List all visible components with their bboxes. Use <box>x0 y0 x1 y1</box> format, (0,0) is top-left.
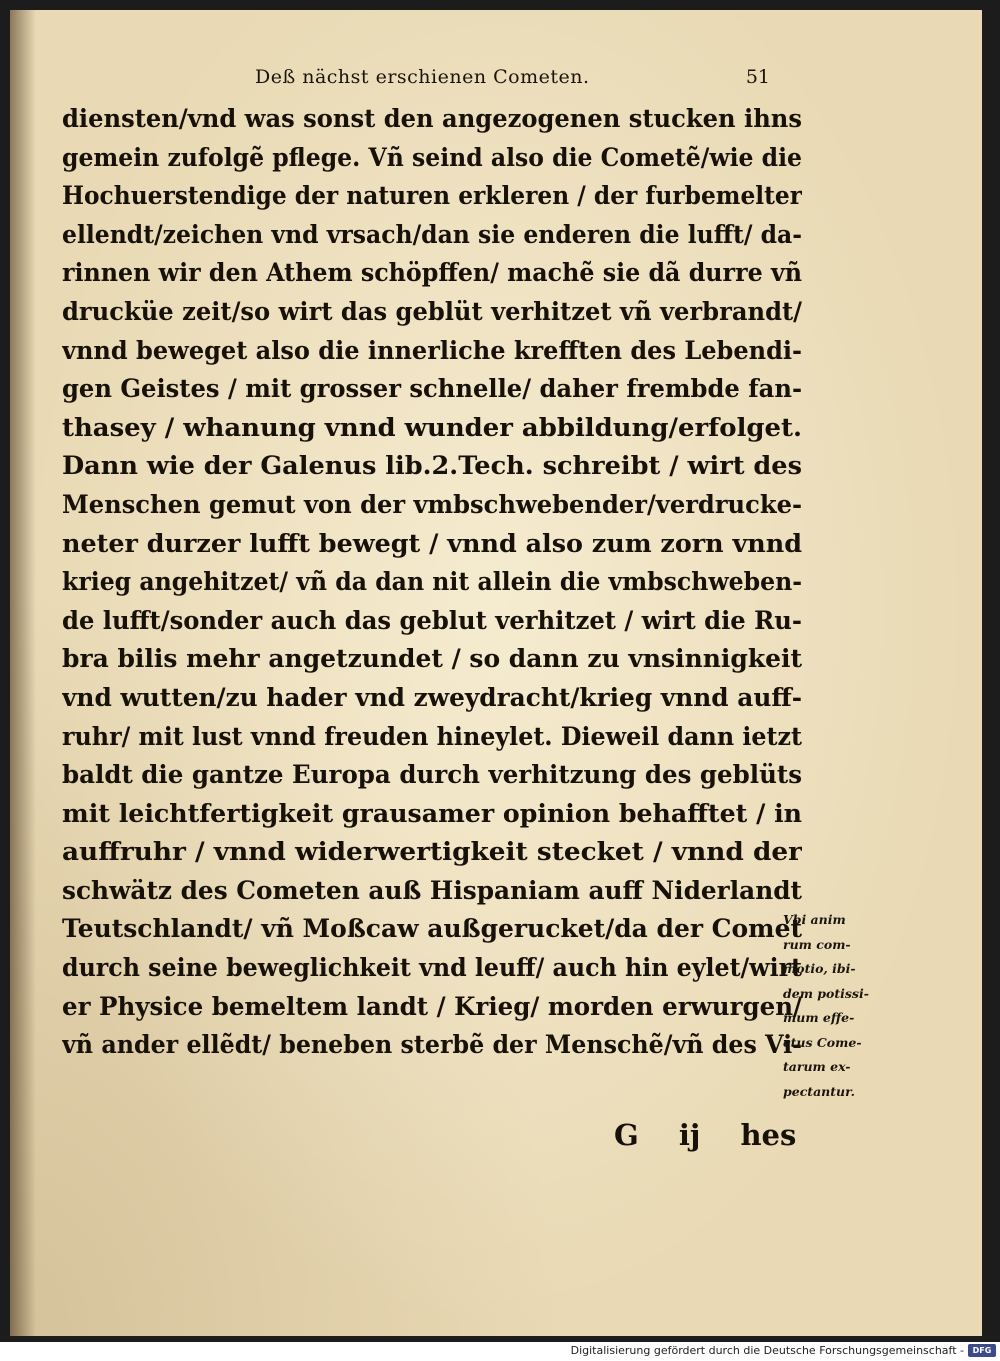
text-line: mit leichtfertigkeit grausamer opinion behafftet / in <box>62 798 802 828</box>
footer-bar <box>0 1342 1000 1361</box>
text-line: gen Geistes / mit grosser schnelle/ daher frembde fan- <box>62 374 802 404</box>
text-line: krieg angehitzet/ vñ da dan nit allein die vmbschweben- <box>62 567 802 597</box>
text-line: Dann wie der Galenus lib.2.Tech. schreibt / wirt des <box>62 451 802 481</box>
marginal-note <box>783 908 883 1104</box>
text-line: vnd wutten/zu hader vnd zweydracht/krieg vnnd auff- <box>62 682 802 712</box>
body-text <box>62 100 802 1065</box>
text-line: Teutschlandt/ vñ Moßcaw außgerucket/da der Comet <box>62 914 802 944</box>
marginal-note-line: mum effe- <box>783 1010 855 1025</box>
text-line: er Physice bemeltem landt / Krieg/ morden erwurgen/ <box>62 991 802 1021</box>
text-line: ellendt/zeichen vnd vrsach/dan sie enderen die lufft/ da- <box>62 219 802 249</box>
text-line: Menschen gemut von der vmbschwebender/verdrucke- <box>62 489 802 519</box>
marginal-note-line: pectantur. <box>783 1083 855 1099</box>
signature-mark: G ij hes <box>614 1118 797 1152</box>
text-line: auffruhr / vnnd widerwertigkeit stecket / vnnd der <box>62 837 802 867</box>
text-line: thasey / whanung vnnd wunder abbildung/erfolget. <box>62 412 802 442</box>
text-line: vñ ander ellẽdt/ beneben sterbẽ der Menschẽ/vñ des Vi- <box>62 1030 802 1060</box>
marginal-note-line: rum com- <box>783 936 851 952</box>
text-line: drucküe zeit/so wirt das geblüt verhitzet vñ verbrandt/ <box>62 296 802 326</box>
text-line: bra bilis mehr angetzundet / so dann zu vnsinnigkeit <box>62 644 802 674</box>
running-title: Deß nächst erschienen Cometen. <box>255 66 590 88</box>
page-gutter-shadow <box>10 10 36 1336</box>
text-line: gemein zufolgẽ pflege. Vñ seind also die Cometẽ/wie die <box>62 142 802 172</box>
dfg-logo: DFG <box>968 1344 996 1357</box>
text-line: rinnen wir den Athem schöpffen/ machẽ sie dã durre vñ <box>62 258 802 288</box>
page-header <box>255 66 770 94</box>
text-line: neter durzer lufft bewegt / vnnd also zum zorn vnnd <box>62 528 802 558</box>
text-line: baldt die gantze Europa durch verhitzung des geblüts <box>62 760 802 790</box>
text-line: diensten/vnd was sonst den angezogenen stucken ihns <box>62 104 802 133</box>
text-line: ruhr/ mit lust vnnd freuden hineylet. Dieweil dann ietzt <box>62 721 802 751</box>
marginal-note-line: ctus Come- <box>783 1034 862 1050</box>
text-line: de lufft/sonder auch das geblut verhitzet / wirt die Ru- <box>62 605 802 635</box>
marginal-note-line: tarum ex- <box>783 1059 851 1074</box>
text-line: durch seine beweglichkeit vnd leuff/ auch hin eylet/wirt <box>62 953 802 983</box>
page-number: 51 <box>745 66 770 88</box>
marginal-note-line: Vbi anim <box>783 912 846 927</box>
funding-credit: Digitalisierung gefördert durch die Deutsche Forschungsgemeinschaft - <box>570 1344 964 1357</box>
marginal-note-line: motio, ibi- <box>783 961 856 976</box>
text-line: schwätz des Cometen auß Hispaniam auff Niderlandt <box>62 875 802 905</box>
text-line: Hochuerstendige der naturen erkleren / der furbemelter <box>62 181 802 211</box>
text-line: vnnd beweget also die innerliche krefften des Lebendi- <box>62 335 802 365</box>
marginal-note-line: dem potissi- <box>783 985 869 1001</box>
